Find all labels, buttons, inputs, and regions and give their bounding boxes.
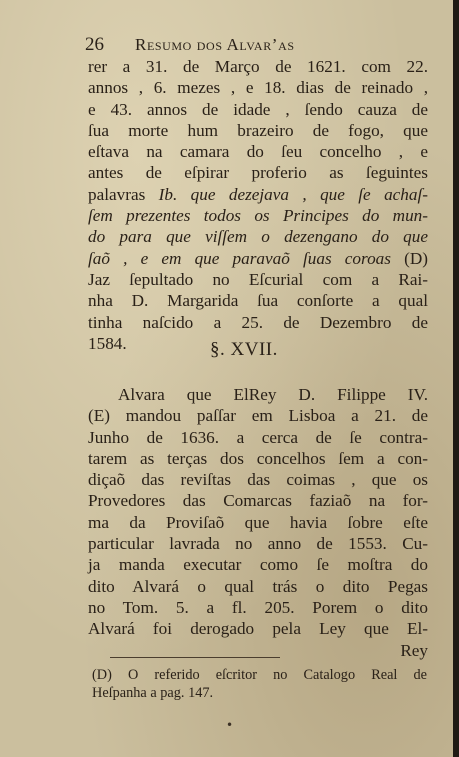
text-line: Jaz ſepultado no Eſcurial com a Rai-	[88, 269, 428, 289]
text-line: eſtava na camara do ſeu concelho , e	[88, 142, 428, 162]
text-line: nha D. Margarida ſua conſorte a qual	[88, 291, 428, 311]
quoted-italic: Ib. que dezejava , que ſe achaſ-	[158, 184, 428, 204]
text-line: no Tom. 5. a fl. 205. Porem o dito	[88, 597, 428, 617]
text-line: e 43. annos de idade , ſendo cauza de	[88, 99, 428, 119]
page-edge-shadow	[453, 0, 459, 757]
text-line-italic: ſem prezentes todos os Principes do mun-	[88, 206, 428, 226]
text-line: rer a 31. de Março de 1621. com 22.	[88, 57, 428, 76]
text-line: Junho de 1636. a cerca de ſe contra-	[88, 427, 428, 447]
page-number: 26	[85, 34, 104, 55]
signature-mark: •	[226, 718, 234, 732]
footnote-line: (D) O referido eſcritor no Catalogo Real de	[92, 667, 427, 683]
footnote-rule	[110, 657, 280, 658]
text-line: ja manda executar como ſe moſtra do	[88, 555, 428, 575]
text-line: particular lavrada no anno de 1553. Cu-	[88, 534, 428, 554]
quoted-italic: ſaõ , e em que paravaõ ſuas coroas	[88, 248, 391, 268]
text-line: diçaõ das reviſtas das coimas , que os	[88, 470, 428, 490]
text-roman: palavras	[88, 184, 159, 204]
paragraph-2	[88, 384, 428, 661]
text-line-mixed	[88, 184, 428, 205]
text-line: Alvara que ElRey D. Filippe IV.	[118, 385, 428, 404]
running-head: Resumo dos Alvar’as	[135, 35, 295, 54]
text-line: tinha naſcido a 25. de Dezembro de	[88, 312, 428, 332]
footnote-line: Heſpanha a pag. 147.	[92, 685, 214, 701]
text-line-mixed	[88, 248, 428, 269]
text-line: antes de eſpirar proferio as ſeguintes	[88, 163, 428, 183]
text-line-italic: do para que viſſem o dezengano do que	[88, 227, 428, 247]
text-line: Alvará foi derogado pela Ley que El-	[88, 619, 428, 639]
text-line: Rey	[400, 640, 428, 660]
text-line: dito Alvará o qual trás o dito Pegas	[88, 576, 428, 596]
paragraph-1	[88, 56, 428, 354]
text-line: annos , 6. mezes , e 18. dias de reinado ,	[88, 78, 428, 98]
footnote	[92, 666, 427, 702]
text-line: (E) mandou paſſar em Lisboa a 21. de	[88, 406, 428, 426]
text-line: ſua morte hum brazeiro de fogo, que	[88, 120, 428, 140]
text-line: 1584.	[88, 333, 127, 353]
footnote-ref: (D)	[390, 248, 428, 268]
text-line: tarem as terças dos concelhos ſem a con-	[88, 448, 428, 468]
text-line: ma da Proviſaõ que havia ſobre eſte	[88, 512, 428, 532]
section-title: §. XVII.	[210, 339, 278, 360]
text-line: Provedores das Comarcas faziaõ na for-	[88, 491, 428, 511]
